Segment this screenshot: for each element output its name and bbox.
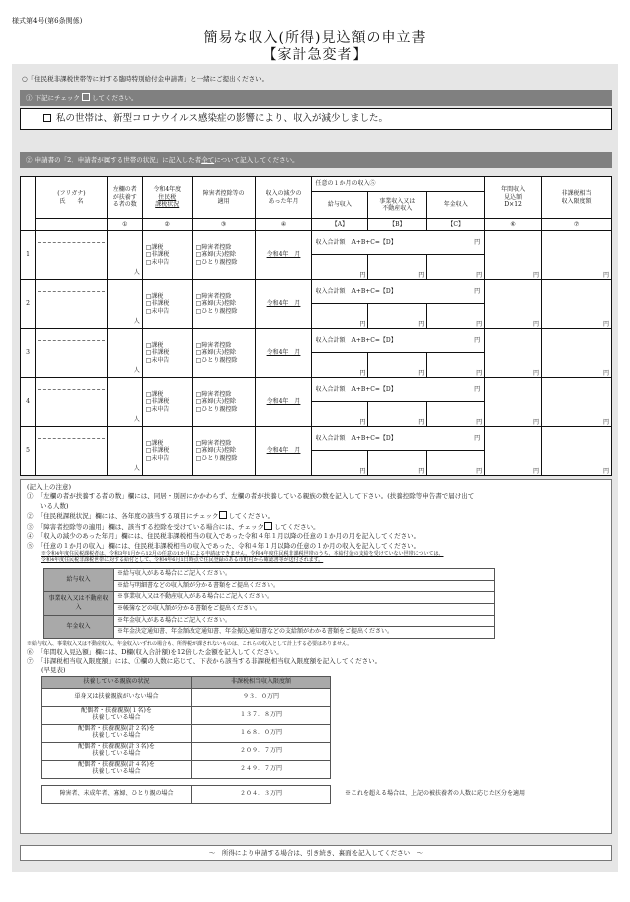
annual-income-field[interactable]: 円 [485, 280, 542, 329]
income-total-field[interactable]: 収入合計額 A+B+C=【D】 円 [312, 378, 485, 402]
header-num-7: ⑦ [542, 219, 612, 231]
header-dependents: 左欄の者 が扶養す る者の数 [107, 177, 142, 219]
dependents-field[interactable]: 人 [107, 378, 142, 427]
limit-header-status: 扶養している親族の状況 [42, 676, 192, 688]
dependents-field[interactable]: 人 [107, 427, 142, 476]
header-num-1: ① [107, 219, 142, 231]
table-row [21, 427, 612, 451]
deduction-options[interactable]: □障害者控除 □寡婦(夫)控除 □ひとり親控除 [192, 329, 255, 378]
salary-income-field[interactable]: 円 [312, 304, 368, 329]
decrease-month-field[interactable]: 令和4年 月 [255, 329, 312, 378]
dependents-field[interactable]: 人 [107, 280, 142, 329]
business-income-field[interactable]: 円 [368, 255, 427, 280]
header-letter-c: 【C】 [427, 219, 485, 231]
header-deduction: 障害者控除等の 適用 [192, 177, 255, 219]
limit-row-amount: ２４９．７万円 [192, 760, 331, 778]
salary-income-field[interactable]: 円 [312, 402, 368, 427]
guide-salary-line-1: ※給与収入がある場合にご記入ください。 [114, 568, 495, 580]
table-row [21, 280, 612, 304]
decrease-month-field[interactable]: 令和4年 月 [255, 378, 312, 427]
tax-status-options[interactable]: □課税 □非課税 □未申告 [142, 427, 192, 476]
tax-status-options[interactable]: □課税 □非課税 □未申告 [142, 280, 192, 329]
income-total-field[interactable]: 収入合計額 A+B+C=【D】 円 [312, 231, 485, 255]
income-total-field[interactable]: 収入合計額 A+B+C=【D】 円 [312, 329, 485, 353]
guide-business-line-2: ※帳簿などの収入額が分かる書類をご提出ください。 [114, 604, 495, 616]
member-name-field[interactable] [35, 427, 107, 476]
salary-income-field[interactable]: 円 [312, 353, 368, 378]
pension-income-field[interactable]: 円 [427, 255, 485, 280]
header-monthly-income: 任意の１か月の収入⑤ [312, 177, 485, 192]
limit-row [42, 688, 331, 706]
deduction-options[interactable]: □障害者控除 □寡婦(夫)控除 □ひとり親控除 [192, 427, 255, 476]
header-tax-status: 令和4年度 住民税 課税状況 [142, 177, 192, 219]
guide-pension-line-2: ※年金決定通知書、年金額改定通知書、年金振込通知書などの支給額がわかる書類をご提出ください。 [114, 627, 495, 639]
instruction-3: ③ 「障害者控除等の適用」欄は、該当する控除を受けている場合には、チェック してください。 [27, 522, 320, 531]
limit-row [42, 760, 331, 778]
income-type-guide [43, 568, 495, 639]
quick-reference-label: (早見表) [41, 666, 66, 675]
limit-row-amount: １３７．８万円 [192, 706, 331, 724]
annual-income-field[interactable]: 円 [485, 427, 542, 476]
section-1-pre: ① 下記にチェック [26, 94, 80, 102]
limit-row [42, 706, 331, 724]
header-decrease-month: 収入の減少の あった年月 [255, 177, 312, 219]
limit-reference-table [41, 676, 331, 779]
limit-row-status: 単身又は扶養親族がいない場合 [42, 688, 192, 706]
income-total-field[interactable]: 収入合計額 A+B+C=【D】 円 [312, 427, 485, 451]
form-title: 簡易な収入(所得)見込額の申立書 [203, 30, 427, 46]
row-number: 1 [21, 231, 36, 280]
limit-row-amount: ２０９．７万円 [192, 742, 331, 760]
form-subtitle: 【家計急変者】 [262, 47, 368, 63]
header-letter-b: 【B】 [368, 219, 427, 231]
guide-pension-line-1: ※年金収入がある場合にご記入ください。 [114, 615, 495, 627]
tax-status-options[interactable]: □課税 □非課税 □未申告 [142, 329, 192, 378]
reverse-side-note: ～ 所得により申請する場合は、引き続き、裏面を記入してください ～ [20, 845, 612, 861]
limit-amount-field[interactable]: 円 [542, 280, 612, 329]
table-row [21, 378, 612, 402]
row-number: 5 [21, 427, 36, 476]
header-num-6: ⑥ [485, 219, 542, 231]
pension-income-field[interactable]: 円 [427, 451, 485, 476]
instruction-4: ④ 「収入の減少のあった年月」欄には、住民税非課税相当の収入であった令和４年１月以降の任意の１か月の月を記入してください。 [27, 532, 421, 541]
deduction-options[interactable]: □障害者控除 □寡婦(夫)控除 □ひとり親控除 [192, 378, 255, 427]
pension-income-field[interactable]: 円 [427, 304, 485, 329]
header-limit: 非課税相当 収入限度額 [542, 177, 612, 219]
limit-amount-field[interactable]: 円 [542, 378, 612, 427]
limit-header-amount: 非課税相当収入限度額 [192, 676, 331, 688]
header-blank [21, 177, 36, 231]
header-annual-income: 年間収入 見込額 D×12 [485, 177, 542, 219]
section-1-bar [20, 90, 612, 106]
limit-special-amount: ２０４．３万円 [192, 785, 331, 803]
form-number-label: 様式第4号(第6条関係) [12, 17, 83, 25]
decrease-month-field[interactable]: 令和4年 月 [255, 231, 312, 280]
dependents-field[interactable]: 人 [107, 329, 142, 378]
member-name-field[interactable] [35, 280, 107, 329]
guide-salary-label: 給与収入 [44, 568, 114, 591]
guide-business-line-1: ※事業収入又は不動産収入がある場合にご記入ください。 [114, 592, 495, 604]
section-2-pre: ② 申請書の「2．申請者が属する世帯の状況」に記入した者 [26, 156, 202, 164]
table-row [21, 329, 612, 353]
header-num-1 [35, 219, 107, 231]
checkbox-icon [264, 522, 272, 530]
member-name-field[interactable] [35, 231, 107, 280]
annual-income-field[interactable]: 円 [485, 231, 542, 280]
header-num-4: ④ [255, 219, 312, 231]
annual-income-field[interactable]: 円 [485, 329, 542, 378]
section-2-emphasis: 全て [201, 156, 215, 164]
salary-income-field[interactable]: 円 [312, 255, 368, 280]
dependents-field[interactable]: 人 [107, 231, 142, 280]
limit-special-table [41, 785, 331, 804]
instruction-5: ⑤ 「任意の１か月の収入」欄には、住民税非課税相当の収入であった、令和４年１月以降の任意の１か月の収入を記入してください。 [27, 541, 421, 550]
guide-business-label: 事業収入又は不動産収入 [44, 592, 114, 615]
deduction-options[interactable]: □障害者控除 □寡婦(夫)控除 □ひとり親控除 [192, 231, 255, 280]
limit-row-status: 配偶者・扶養親族(計３名)を 扶養している場合 [42, 742, 192, 760]
member-name-field[interactable] [35, 378, 107, 427]
limit-row-status: 配偶者・扶養親族(計２名)を 扶養している場合 [42, 724, 192, 742]
instruction-2: ② 「住民税課税状況」欄には、各年度の該当する項目にチェック してください。 [27, 512, 275, 521]
section-2-post: について記入してください。 [214, 156, 299, 164]
statement-text: 私の世帯は、新型コロナウイルス感染症の影響により、収入が減少しました。 [56, 113, 388, 124]
income-total-field[interactable]: 収入合計額 A+B+C=【D】 円 [312, 280, 485, 304]
household-income-table [20, 176, 612, 231]
instructions-panel [20, 479, 612, 834]
row-number: 2 [21, 280, 36, 329]
tax-status-options[interactable]: □課税 □非課税 □未申告 [142, 231, 192, 280]
income-decrease-statement[interactable] [20, 108, 612, 130]
submission-note: ○「住民税非課税世帯等に対する臨時特別給付金申請書」と一緒にご提出ください。 [22, 75, 269, 83]
checkbox-icon [219, 511, 227, 519]
salary-income-field[interactable]: 円 [312, 451, 368, 476]
instruction-5-note: ※令和4年度住民税課税者は、令和3年1月から12月の任意の1か月による申請はできません。令和4年度住民税非課税世帯のうち、本給付金の支給を受けていない世帯については、 令和4年度住民税非課税世帯に対する給付として、令和4年6月1日時点で住民登録のある市町村から確認書等が送付されます。 [41, 550, 444, 564]
guide-note: ※給与収入、事業収入又は不動産収入、年金収入いずれの場合も、所得税が課されないものは、これらの収入として計上する必要はありません。 [27, 641, 353, 648]
decrease-month-field[interactable]: 令和4年 月 [255, 280, 312, 329]
deduction-options[interactable]: □障害者控除 □寡婦(夫)控除 □ひとり親控除 [192, 280, 255, 329]
decrease-month-field[interactable]: 令和4年 月 [255, 427, 312, 476]
business-income-field[interactable]: 円 [368, 304, 427, 329]
limit-amount-field[interactable]: 円 [542, 427, 612, 476]
checkbox-icon [82, 93, 90, 101]
limit-row-amount: １６８．０万円 [192, 724, 331, 742]
header-pension: 年金収入 [427, 192, 485, 219]
guide-salary-line-2: ※給与明細書などの収入額が分かる書類をご提出ください。 [114, 580, 495, 592]
tax-status-options[interactable]: □課税 □非課税 □未申告 [142, 378, 192, 427]
business-income-field[interactable]: 円 [368, 353, 427, 378]
limit-row [42, 742, 331, 760]
limit-amount-field[interactable]: 円 [542, 329, 612, 378]
limit-row-status: 配偶者・扶養親族(１名)を 扶養している場合 [42, 706, 192, 724]
member-name-field[interactable] [35, 329, 107, 378]
instruction-1-cont: いる人数) [27, 501, 69, 510]
household-rows [20, 230, 612, 476]
annual-income-field[interactable]: 円 [485, 378, 542, 427]
limit-special-status: 障害者、未成年者、寡婦、ひとり親の場合 [42, 785, 192, 803]
header-num-2: ② [142, 219, 192, 231]
header-business: 事業収入又は 不動産収入 [368, 192, 427, 219]
row-number: 4 [21, 378, 36, 427]
header-salary: 給与収入 [312, 192, 368, 219]
income-decrease-checkbox[interactable] [43, 114, 51, 122]
pension-income-field[interactable]: 円 [427, 402, 485, 427]
row-number: 3 [21, 329, 36, 378]
limit-amount-field[interactable]: 円 [542, 231, 612, 280]
limit-row [42, 724, 331, 742]
table-row [21, 231, 612, 255]
limit-row-status: 配偶者・扶養親族(計４名)を 扶養している場合 [42, 760, 192, 778]
instruction-1: ① 「左欄の者が扶養する者の数」欄には、同居・別居にかかわらず、左欄の者が扶養している親族の数を記入して下さい。(扶養控除等申告書で届け出て [27, 492, 475, 501]
instruction-7: ⑦ 「非課税相当収入限度額」には、①欄の人数に応じて、下表から該当する非課税相当収入限度額を記入してください。 [27, 657, 382, 665]
section-2-bar [20, 152, 612, 168]
instruction-6: ⑥ 「年間収入見込額」欄には、D欄(収入合計額)を12倍した金額を記入してください。 [27, 647, 283, 656]
header-num-3: ③ [192, 219, 255, 231]
limit-note: ※これを超える場合は、上記の被扶養者の人数に応じた区分を適用 [345, 790, 526, 797]
business-income-field[interactable]: 円 [368, 451, 427, 476]
business-income-field[interactable]: 円 [368, 402, 427, 427]
header-name: (フリガナ) 氏 名 [35, 177, 107, 219]
guide-pension-label: 年金収入 [44, 615, 114, 638]
limit-row-amount: ９３．０万円 [192, 688, 331, 706]
header-letter-a: 【A】 [312, 219, 368, 231]
instructions-heading: (記入上の注意) [27, 483, 72, 491]
pension-income-field[interactable]: 円 [427, 353, 485, 378]
section-1-post: してください。 [92, 94, 138, 102]
